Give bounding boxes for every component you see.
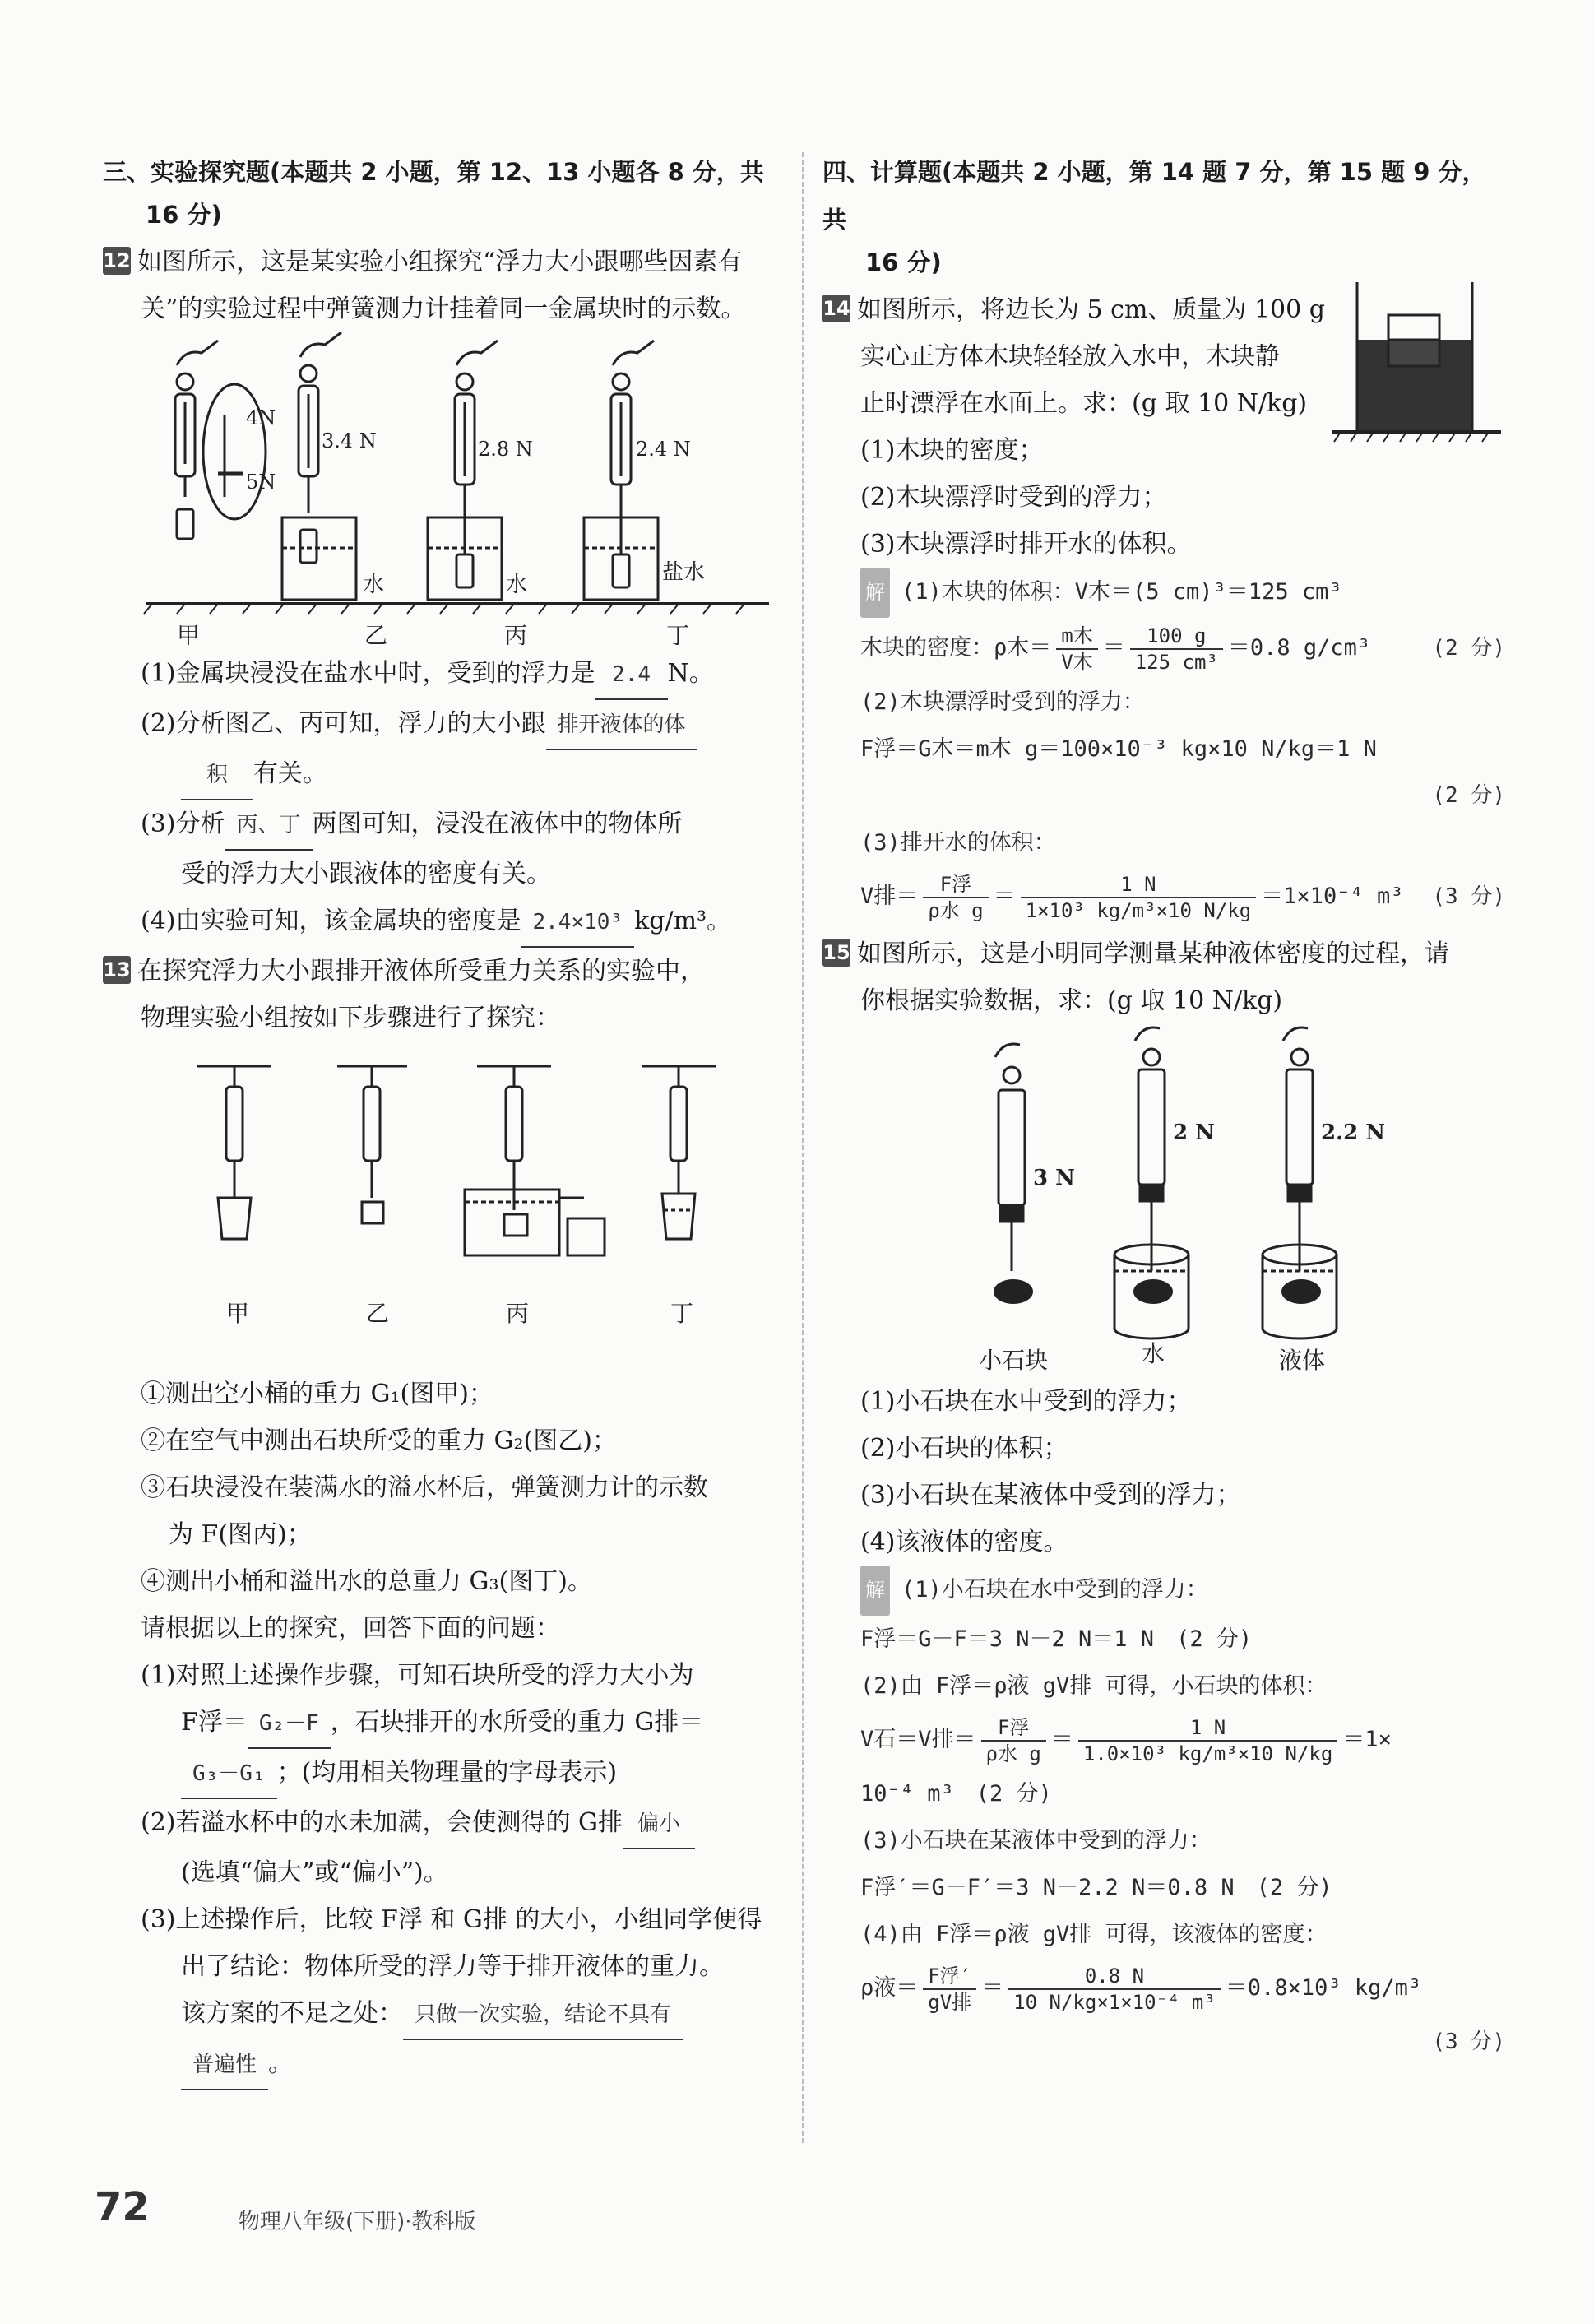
- q12-answer-4: 2.4×10³: [521, 899, 635, 948]
- q15-sol8: (4)由 F浮＝ρ液 gV排 可得，该液体的密度：: [860, 1922, 1328, 1947]
- caption-jia: 甲: [177, 622, 201, 645]
- q14-figure: [1332, 282, 1505, 447]
- q13-part3-cont: 出了结论：物体所受的浮力等于排开液体的重力。: [181, 1952, 724, 1981]
- q13-answer-3b: 普遍性: [181, 2042, 268, 2090]
- q13-part3-cont3: 普遍性 。: [103, 2040, 781, 2090]
- q14-ask1: (1)木块的密度；: [860, 436, 1044, 465]
- section-title-experiment: 三、实验探究题(本题共 2 小题，第 12、13 小题各 8 分，共: [103, 158, 764, 186]
- q13-step3-cont: 为 F(图丙)；: [169, 1520, 312, 1549]
- reading-4n: 4N: [246, 406, 276, 429]
- q15-stem: 15 如图所示，这是小明同学测量某种液体密度的过程，请: [822, 939, 1449, 968]
- q15-figure: [822, 1024, 1505, 1378]
- q13-answer-2: 偏小: [623, 1801, 695, 1849]
- q12-part3-cont: 受的浮力大小跟液体的密度有关。: [181, 860, 551, 888]
- q12-answer-1: 2.4: [595, 652, 668, 700]
- right-column: [822, 148, 1505, 2066]
- scale-yi: [282, 332, 356, 600]
- q15-caption-water: 水: [1142, 1340, 1165, 1367]
- q13-part3-cont2: 该方案的不足之处： 只做一次实验，结论不具有: [103, 1990, 781, 2040]
- q12-part4: (4)由实验可知，该金属块的密度是 2.4×10³ kg/m³。: [103, 898, 781, 948]
- q14-sol4-pts-row: [822, 772, 1505, 819]
- q15-number: 15: [822, 939, 850, 967]
- q13-caption-jia: 甲: [226, 1300, 250, 1327]
- q14-sol1: 解 (1)木块的体积：V木＝(5 cm)³＝125 cm³: [822, 568, 1505, 618]
- q13-step2: ②在空气中测出石块所受的重力 G₂(图乙)；: [141, 1426, 617, 1455]
- q12-figure: [103, 332, 781, 645]
- q15-sol7: F浮′＝G－F′＝3 N－2.2 N＝0.8 N (2 分): [860, 1875, 1332, 1900]
- q15-ask3: (3)小石块在某液体中受到的浮力；: [860, 1481, 1241, 1510]
- q14-stem: 14 如图所示，将边长为 5 cm、质量为 100 g: [822, 295, 1325, 324]
- q12-part2-cont: 积 有关。: [103, 750, 781, 800]
- q14-ask2: (2)木块漂浮时受到的浮力；: [860, 483, 1167, 512]
- caption-yi: 乙: [364, 622, 388, 645]
- section-title-calculation: 四、计算题(本题共 2 小题，第 14 题 7 分，第 15 题 9 分，共: [822, 158, 1486, 234]
- q13-answer-1b: G₃－G₁: [181, 1751, 277, 1799]
- q12-part1: (1)金属块浸没在盐水中时，受到的浮力是 2.4 N。: [103, 650, 781, 700]
- q13-step4: ④测出小桶和溢出水的总重力 G₃(图丁)。: [141, 1567, 592, 1596]
- q14-block: [822, 286, 1505, 568]
- q15-ask1: (1)小石块在水中受到的浮力；: [860, 1387, 1192, 1416]
- q13-stem: 13 在探究浮力大小跟排开液体所受重力关系的实验中，: [103, 957, 705, 986]
- reading-3-4n: 3.4 N: [322, 429, 377, 452]
- caption-bing: 丙: [504, 622, 528, 645]
- q13-caption-yi: 乙: [366, 1300, 390, 1327]
- q14-points-1: (2 分): [1432, 636, 1505, 661]
- q12-answer-2a: 排开液体的体: [546, 702, 697, 750]
- q14-sol4: F浮＝G木＝m木 g＝100×10⁻³ kg×10 N/kg＝1 N: [860, 736, 1377, 762]
- q12-number: 12: [103, 247, 131, 275]
- liquid-water-1: 水: [363, 573, 385, 597]
- scale-ding: [584, 341, 658, 600]
- solution-badge: 解: [860, 568, 890, 618]
- q13-figure: [103, 1041, 781, 1371]
- q15-caption-liquid: 液体: [1279, 1347, 1326, 1374]
- q14-number: 14: [822, 295, 850, 322]
- q12-answer-3: 丙、丁: [225, 802, 313, 851]
- q15-sol1: 解 (1)小石块在水中受到的浮力：: [822, 1566, 1505, 1616]
- q15-sol6: (3)小石块在某液体中受到的浮力：: [860, 1828, 1212, 1853]
- q14-stem-cont: 实心正方体木块轻轻放入水中，木块静: [860, 342, 1280, 371]
- q12-part3: (3)分析 丙、丁 两图可知，浸没在液体中的物体所: [103, 800, 781, 851]
- q14-sol2: 木块的密度：ρ木＝ $\frac{\text{m木}}{\text{V木}}$ ＝ $\frac{100 g}{\text{125 cm³}}$ ＝0.8 g/cm³ (2 分): [822, 618, 1505, 679]
- q15-ask4: (4)该液体的密度。: [860, 1528, 1068, 1556]
- caption-ding: 丁: [666, 622, 690, 645]
- column-divider: [802, 152, 804, 2143]
- q15-caption-stone: 小石块: [979, 1347, 1049, 1374]
- q15-sol2: F浮＝G－F＝3 N－2 N＝1 N (2 分): [860, 1626, 1253, 1652]
- q13-answer-3a: 只做一次实验，结论不具有: [403, 1992, 683, 2040]
- q15-pts-row: [822, 2019, 1505, 2066]
- book-title: 物理八年级(下册)·教科版: [239, 2210, 476, 2234]
- q15-sol9: ρ液＝ $\frac{\text{F浮′}}{\text{gV排}}$ ＝ $\frac{0.8 N}{\text{10 N/kg×1×10⁻⁴ m³}}$ ＝0.8×10³ kg/m³: [860, 1964, 1422, 2014]
- section-title-calculation-cont: 16 分): [865, 248, 942, 276]
- q13-number: 13: [103, 956, 131, 984]
- q13-answer-1a: G₂－F: [248, 1700, 331, 1749]
- q14-sol3: (2)木块漂浮时受到的浮力：: [860, 689, 1145, 715]
- liquid-water-2: 水: [506, 573, 528, 597]
- q13-part1-cont: F浮＝ G₂－F ，石块排开的水所受的重力 G排＝: [103, 1699, 781, 1749]
- reading-5n: 5N: [246, 471, 276, 494]
- q15-reading-3n: 3 N: [1033, 1166, 1075, 1190]
- q13-stem-cont: 物理实验小组按如下步骤进行了探究：: [141, 1004, 560, 1032]
- liquid-saltwater: 盐水: [662, 560, 706, 585]
- q13-part3: (3)上述操作后，比较 F浮 和 G排 的大小，小组同学便得: [141, 1905, 762, 1934]
- q15-reading-2n: 2 N: [1173, 1120, 1215, 1145]
- scale-bing: [428, 341, 502, 600]
- scale-jia: [175, 341, 266, 539]
- q14-points-2: (2 分): [1432, 783, 1505, 808]
- reading-2-8n: 2.8 N: [478, 438, 533, 461]
- q13-part2-cont: (选填“偏大”或“偏小”)。: [181, 1858, 448, 1887]
- q13-caption-bing: 丙: [506, 1300, 530, 1327]
- page-number: 72: [95, 2184, 150, 2230]
- q12-answer-2b: 积: [181, 752, 253, 800]
- q14-stem-cont2: 止时漂浮在水面上。求：(g 取 10 N/kg): [860, 389, 1308, 418]
- q13-part2: (2)若溢水杯中的水未加满，会使测得的 G排 偏小: [103, 1799, 781, 1849]
- section-title-experiment-cont: 16 分): [146, 201, 222, 229]
- q13-step1: ①测出空小桶的重力 G₁(图甲)；: [141, 1380, 493, 1408]
- left-column: [103, 148, 781, 2090]
- q15-sol5: 10⁻⁴ m³ (2 分): [860, 1781, 1052, 1807]
- q12-part2: (2)分析图乙、丙可知，浮力的大小跟 排开液体的体: [103, 700, 781, 750]
- q13-step3: ③石块浸没在装满水的溢水杯后，弹簧测力计的示数: [141, 1473, 708, 1502]
- q14-sol6: V排＝ $\frac{\text{F浮}}{\text{ρ水 g}}$ ＝ $\frac{1 N}{\text{1×10³ kg/m³×10 N/kg}}$ ＝1×10⁻⁴ m³ (3 分): [822, 866, 1505, 927]
- q14-ask3: (3)木块漂浮时排开水的体积。: [860, 530, 1192, 559]
- q15-sol4: V石＝V排＝ $\frac{\text{F浮}}{\text{ρ水 g}}$ ＝ $\frac{1 N}{\text{1.0×10³ kg/m³×10 N/kg}}$ ＝1×: [860, 1715, 1392, 1765]
- q13-part1-cont2: G₃－G₁ ；(均用相关物理量的字母表示): [103, 1749, 781, 1799]
- q15-points-final: (3 分): [1432, 2029, 1505, 2054]
- q12-stem: 12 如图所示，这是某实验小组探究“浮力大小跟哪些因素有: [103, 248, 743, 276]
- q15-reading-2-2n: 2.2 N: [1321, 1120, 1386, 1145]
- q14-sol5: (3)排开水的体积：: [860, 830, 1056, 856]
- q15-sol3: (2)由 F浮＝ρ液 gV排 可得，小石块的体积：: [860, 1673, 1328, 1699]
- q14-points-3: (3 分): [1432, 884, 1505, 909]
- q12-stem-cont: 关”的实验过程中弹簧测力计挂着同一金属块时的示数。: [141, 295, 746, 323]
- q15-ask2: (2)小石块的体积；: [860, 1434, 1068, 1463]
- reading-2-4n: 2.4 N: [636, 438, 691, 461]
- q13-caption-ding: 丁: [670, 1300, 694, 1327]
- q15-stem-cont: 你根据实验数据，求：(g 取 10 N/kg): [860, 986, 1283, 1015]
- q13-part1: (1)对照上述操作步骤，可知石块所受的浮力大小为: [141, 1661, 694, 1690]
- q13-ask: 请根据以上的探究，回答下面的问题：: [141, 1614, 560, 1643]
- solution-badge-2: 解: [860, 1566, 890, 1616]
